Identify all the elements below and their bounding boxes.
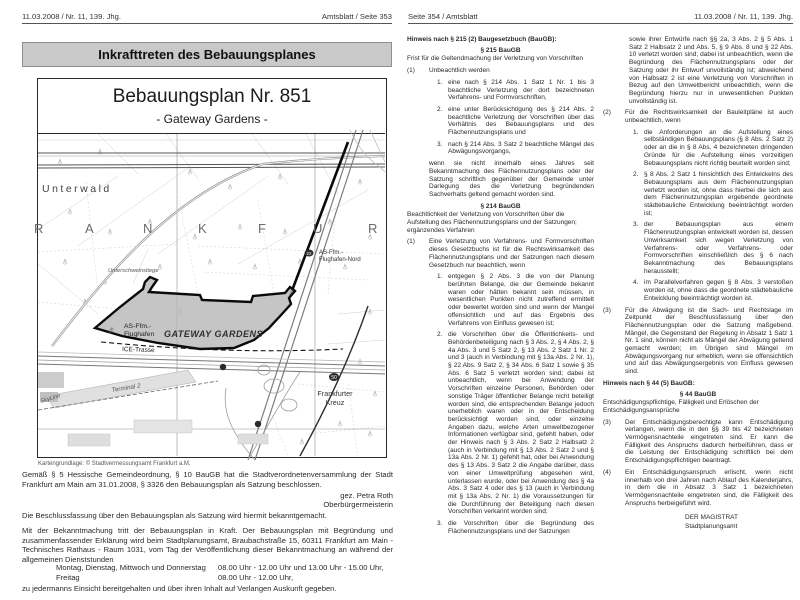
list-item [633,279,793,302]
paragraph-text: Der Entschädigungsberechtigte kann Entschädigung verlangen, wenn die in den §§ 39 bis 42 bezeichneten Vermögensnachteile eingetreten sind. Er kann die Fälligkeit des Anspruchs dadurch herbeiführen, dass er die Leistung der Entschädigung schriftlich bei dem Entschädigungspflichtigen beantragt. [625,418,793,465]
section-banner: Inkrafttreten des Bebauungsplanes [22,42,392,67]
item-number: 2. [437,105,443,113]
paragraph-tail: wenn sie nicht innerhalb eines Jahres seit Bekanntmachung des Flächennutzungsplans oder der Satzung schriftlich gegenüber der Gemeinde unter Darlegung des die Verletzung begründenden Sachverhalts geltend gemacht worden sind. [429,160,594,198]
plan-boundary-strip [290,142,348,296]
map-label-ice-trasse: ICE-Trasse [121,346,155,355]
map-label-as-nord-2: Flughafen-Nord [319,257,361,263]
paragraph-215-1 [407,67,594,199]
paragraph-number: (3) [603,306,611,314]
map-label-as-nord-1: AS-Ffm.- [319,250,343,256]
inspection-paragraph: Mit der Bekanntmachung tritt der Bebauungsplan in Kraft. Der Bebauungsplan mit Begründung und zusammenfassender Erklärung wird beim Stadtplanungsamt, Braubachstraße 15, 60311 Frankfurt am Main - Technisches Rathaus - Raum 1031, vom Tag der Veröffentlichung dieser Bekanntmachung an während der allgemeinen Dienststunden [22,526,393,564]
paragraph-number: (1) [407,67,415,75]
gazette-page-354 [400,0,800,600]
site-plan-map [34,133,385,456]
paragraph-214-3 [603,307,793,376]
item-text: eine unter Berücksichtigung des § 214 Abs. 2 beachtliche Verletzung der Vorschriften über das Verhältnis des Bebauungsplans und des Flächennutzungsplans und [448,105,594,137]
list-item [437,520,594,535]
section-title-215: § 215 BauGB [480,46,521,54]
header-page-number: Seite 354 / Amtsblatt [408,12,478,21]
list-item [633,221,793,275]
paragraph-number: (2) [603,109,611,117]
paragraph-text: Für die Abwägung ist die Sach- und Rechtslage im Zeitpunkt der Beschlussfassung über den Flächennutzungsplan oder die Satzung maßgebend. Mängel, die Gegenstand der Regelung in Absatz 1 Satz 1 Nr. 1 sind, können nicht als Mängel der Abwägung geltend gemacht werden; im Übrigen sind Mängel im Abwägungsvorgang nur erheblich, wenn sie offensichtlich und auf das Abwägungsergebnis von Einfluss gewesen sind. [625,306,793,376]
item-text: nach § 214 Abs. 3 Satz 2 beachtliche Mängel des Abwägungsvorgangs, [448,140,594,156]
item-text: § 8 Abs. 2 Satz 1 hinsichtlich des Entwickelns des Bebauungsplans aus dem Flächennutzungsplan verletzt worden ist, ohne dass hierbei die sich aus dem Flächennutzungsplan ergebende geordnete städtebauliche Entwicklung beeinträchtigt worden ist; [644,171,793,217]
signature-title: Oberbürgermeisterin [323,500,393,510]
legal-text-column-1 [407,36,594,539]
route-badge [220,364,226,370]
railway-lines [38,153,385,168]
resolution-paragraph: Gemäß § 5 Hessische Gemeindeordnung, § 10 BauGB hat die Stadtverordnetenversammlung der Stadt Frankfurt am Main am 31.01.2008, § 3326 den Bebauungsplan als Satzung beschlossen. [22,470,393,489]
continuation-paragraph: sowie ihrer Entwürfe nach §§ 2a, 3 Abs. 2 § 5 Abs. 1 Satz 2 Halbsatz 2 und Abs. 5, § 9 Abs. 8 und § 22 Abs. 10 verletzt worden sind; dabei ist unbeachtlich, wenn die Begründung des Flächennutzungsplans oder der Satzung oder ihr Entwurf unvollständig ist; abweichend von Halbsatz 2 ist eine Verletzung von Vorschriften in Bezug auf den Umweltbericht unbeachtlich, wenn die Begründung hierzu nur in unwesentlichen Punkten unvollständig ist. [629,36,793,105]
svg-text:U: U [313,221,323,236]
svg-text:A: A [85,221,94,236]
item-text: die Vorschriften über die Begründung des Flächennutzungsplans und der Satzungen [448,520,594,535]
header-rule [22,23,392,24]
item-text: eine nach § 214 Abs. 1 Satz 1 Nr. 1 bis 3 beachtliche Verletzung der dort bezeichneten Verfahrens- und Formvorschriften, [448,78,594,102]
header-date: 11.03.2008 / Nr. 11, 139. Jhg. [22,12,121,21]
terminal-area [38,370,268,446]
route-badge [255,421,261,427]
paragraph-number: (1) [407,238,415,246]
item-text: die Vorschriften über die Öffentlichkeits- und Behördenbeteiligung nach § 3 Abs. 2, § 4 Abs. 2, § 4a Abs. 3 und 5 Satz 2, § 13 Abs. 2 Satz 1 Nr. 2 und 3 (auch in Verbindung mit § 13a Abs. 2 Nr. 1), § 22 Abs. 9 Satz 2, § 34 Abs. 6 Satz 1 sowie § 35 Abs. 6 Satz 5 verletzt worden sind; dabei ist unbeachtlich, wenn bei Anwendung der Vorschriften einzelne Personen, Behörden oder sonstige Träger öffentlicher Belange nicht beteiligt worden sind, die entsprechenden Belange jedoch unerheblich waren oder in der Entscheidung berücksichtigt worden sind, oder einzelne Angaben dazu, welche Arten umweltbezogener Informationen verfügbar sind, gefehlt haben, oder der Hinweis nach § 3 Abs. 2 Satz 2 Halbsatz 2 (auch in Verbindung mit § 13 Abs. 2 Satz 2 und § 13a Abs. 2 Nr. 1) gefehlt hat, oder bei Anwendung des § 13 Abs. 3 Satz 2 die Angabe darüber, dass von einer Umweltprüfung abgesehen wird, unterlassen wurde, oder bei Anwendung des § 4a Abs. 3 Satz 4 oder des § 13 (auch in Verbindung mit § 13a Abs. 2 Nr. 1) die Voraussetzungen für die Durchführung der Beteiligung nach diesen Vorschriften verkannt worden sind; [448,331,594,516]
opening-time: 08.00 Uhr - 12.00 Uhr, [218,573,294,582]
item-number: 1. [633,128,639,136]
map-label-gateway-gardens: GATEWAY GARDENS [164,329,264,339]
section-subtitle-44: Entschädigungspflichtige, Fälligkeit und Erlöschen der Entschädigungsansprüche [603,399,759,414]
paragraph-intro: Unbeachtlich werden [429,67,490,75]
notice-heading-215: Hinweis nach § 215 (2) Baugesetzbuch (BauGB): [407,36,557,43]
paragraph-text: Ein Entschädigungsanspruch erlischt, wenn nicht innerhalb von drei Jahren nach Ablauf des Kalenderjahrs, in dem die in Absatz 3 Satz 1 bezeichneten Vermögensnachteile eingetreten sind, die Fälligkeit des Anspruchs herbeigeführt wird. [625,468,793,507]
item-number: 4. [633,279,639,287]
list-item [437,273,594,327]
section-title-44: § 44 BauGB [679,390,717,398]
item-text: der Bebauungsplan aus einem Flächennutzungsplan entwickelt worden ist, dessen Unwirksamkeit sich wegen Verletzung von Verfahrens- oder Verfahrens- oder Formvorschriften einschließlich des § 6 nach Bekanntmachung des Bebauungsplans herausstellt; [644,221,793,275]
opening-days: Montag, Dienstag, Mittwoch und Donnerstag [56,563,206,572]
item-text: im Parallelverfahren gegen § 8 Abs. 3 verstoßen worden ist, ohne dass die geordnete städtebauliche Entwicklung beeinträchtigt worden ist. [644,279,793,302]
map-label-as-ffm-1: AS-Ffm.- [124,323,152,330]
svg-text:N: N [143,221,153,236]
map-label-str: Str. [108,325,116,335]
item-number: 3. [633,221,639,229]
signature-line-2: Stadtplanungsamt [685,522,738,530]
item-text: entgegen § 2 Abs. 3 die von der Planung berührten Belange, die der Gemeinde bekannt waren oder hätten bekannt sein müssen, in wesentlichen Punkten nicht zutreffend ermittelt oder bewertet worden sind und wenn der Mangel offensichtlich und auf das Ergebnis des Verfahrens von Einfluss gewesen ist; [448,273,594,327]
legal-text-column-2 [603,36,793,531]
svg-text:R: R [34,221,44,236]
paragraph-intro: Eine Verletzung von Verfahrens- und Formvorschriften dieses Gesetzbuchs ist für die Rechtswirksamkeit des Flächennutzungsplans und der Satzungen nach diesem Gesetzbuch nur beachtlich, wenn [429,238,594,269]
svg-text:F: F [258,221,266,236]
item-number: 2. [437,331,443,339]
plan-subtitle: - Gateway Gardens - [156,112,268,126]
paragraph-intro: Für die Rechtswirksamkeit der Bauleitpläne ist auch unbeachtlich, wenn [625,109,793,125]
signature-block [22,491,393,509]
signature-line-1: DER MAGISTRAT [685,514,738,522]
paragraph-number: (3) [603,418,611,426]
list-item [437,331,594,516]
paragraph-44-3 [603,419,793,465]
map-label-skyline: SkyLine [39,393,62,405]
opening-days: Freitag [56,573,80,582]
route-badge-22-label: 22 [306,251,312,256]
item-text: die Anforderungen an die Aufstellung eines selbständigen Bebauungsplans (§ 8 Abs. 2 Satz 2) oder an die in § 8 Abs. 4 bezeichneten dringenden Gründe für die Aufstellung eines vorzeitigen Bebauungsplans nicht richtig beurteilt worden sind; [644,128,793,167]
paragraph-214-1 [407,238,594,535]
signature-name: gez. Petra Roth [340,491,393,500]
closing-paragraph: zu jedermanns Einsicht bereitgehalten und über ihren Inhalt auf Verlangen Auskunft gegeben. [22,584,337,593]
paragraph-number: (4) [603,468,611,476]
list-item [633,171,793,217]
item-number: 2. [633,171,639,179]
header-page-number: Amtsblatt / Seite 353 [321,12,392,21]
route-badge-50-label: 50 [331,375,337,381]
announcement-paragraph: Die Beschlussfassung über den Bebauungsplan als Satzung wird hiermit bekanntgemacht. [22,511,327,520]
motorway-a5 [225,130,385,460]
opening-time: 08.00 Uhr - 12.00 Uhr und 13.00 Uhr - 15.00 Uhr, [218,563,384,572]
paragraph-44-4 [603,469,793,508]
notice-heading-44: Hinweis nach § 44 (5) BauGB: [603,379,695,387]
item-number: 1. [437,273,443,281]
magistrat-signature [685,514,793,530]
header-rule [408,23,793,24]
map-label-terminal2: Terminal 2 [111,382,142,394]
list-item [437,79,594,102]
item-number: 3. [437,140,443,148]
list-item [633,129,793,168]
svg-text:R: R [368,221,378,236]
map-label-as-ffm-2: Flughafen [124,331,155,338]
plan-title: Bebauungsplan Nr. 851 [112,86,312,107]
paragraph-214-2 [603,109,793,302]
section-title-214: § 214 BauGB [480,202,521,210]
section-subtitle-215: Frist für die Geltendmachung der Verletzung von Vorschriften [407,55,583,63]
road-b43 [38,352,385,374]
item-number: 3. [437,520,443,528]
map-credit: Kartengrundlage: © Stadtvermessungsamt Frankfurt a.M. [38,461,191,467]
svg-text:K: K [198,221,207,236]
list-item [437,106,594,137]
plan-map-box [34,78,387,458]
map-label-kreuz-1: Frankfurter [317,389,353,398]
section-subtitle-214: Beachtlichkeit der Verletzung von Vorschriften über die Aufstellung des Flächennutzungsplans und der Satzungen; ergänzendes Verfahren [407,211,577,234]
map-label-unterwald: Unterwald [42,183,112,195]
list-item [437,141,594,156]
header-date: 11.03.2008 / Nr. 11, 139. Jhg. [694,12,793,21]
map-label-unterschweinstiege: Unterschweinstiege [108,268,159,274]
interchange-ramps [258,365,297,411]
item-number: 1. [437,78,443,86]
map-label-kreuz-2: Kreuz [325,398,345,407]
